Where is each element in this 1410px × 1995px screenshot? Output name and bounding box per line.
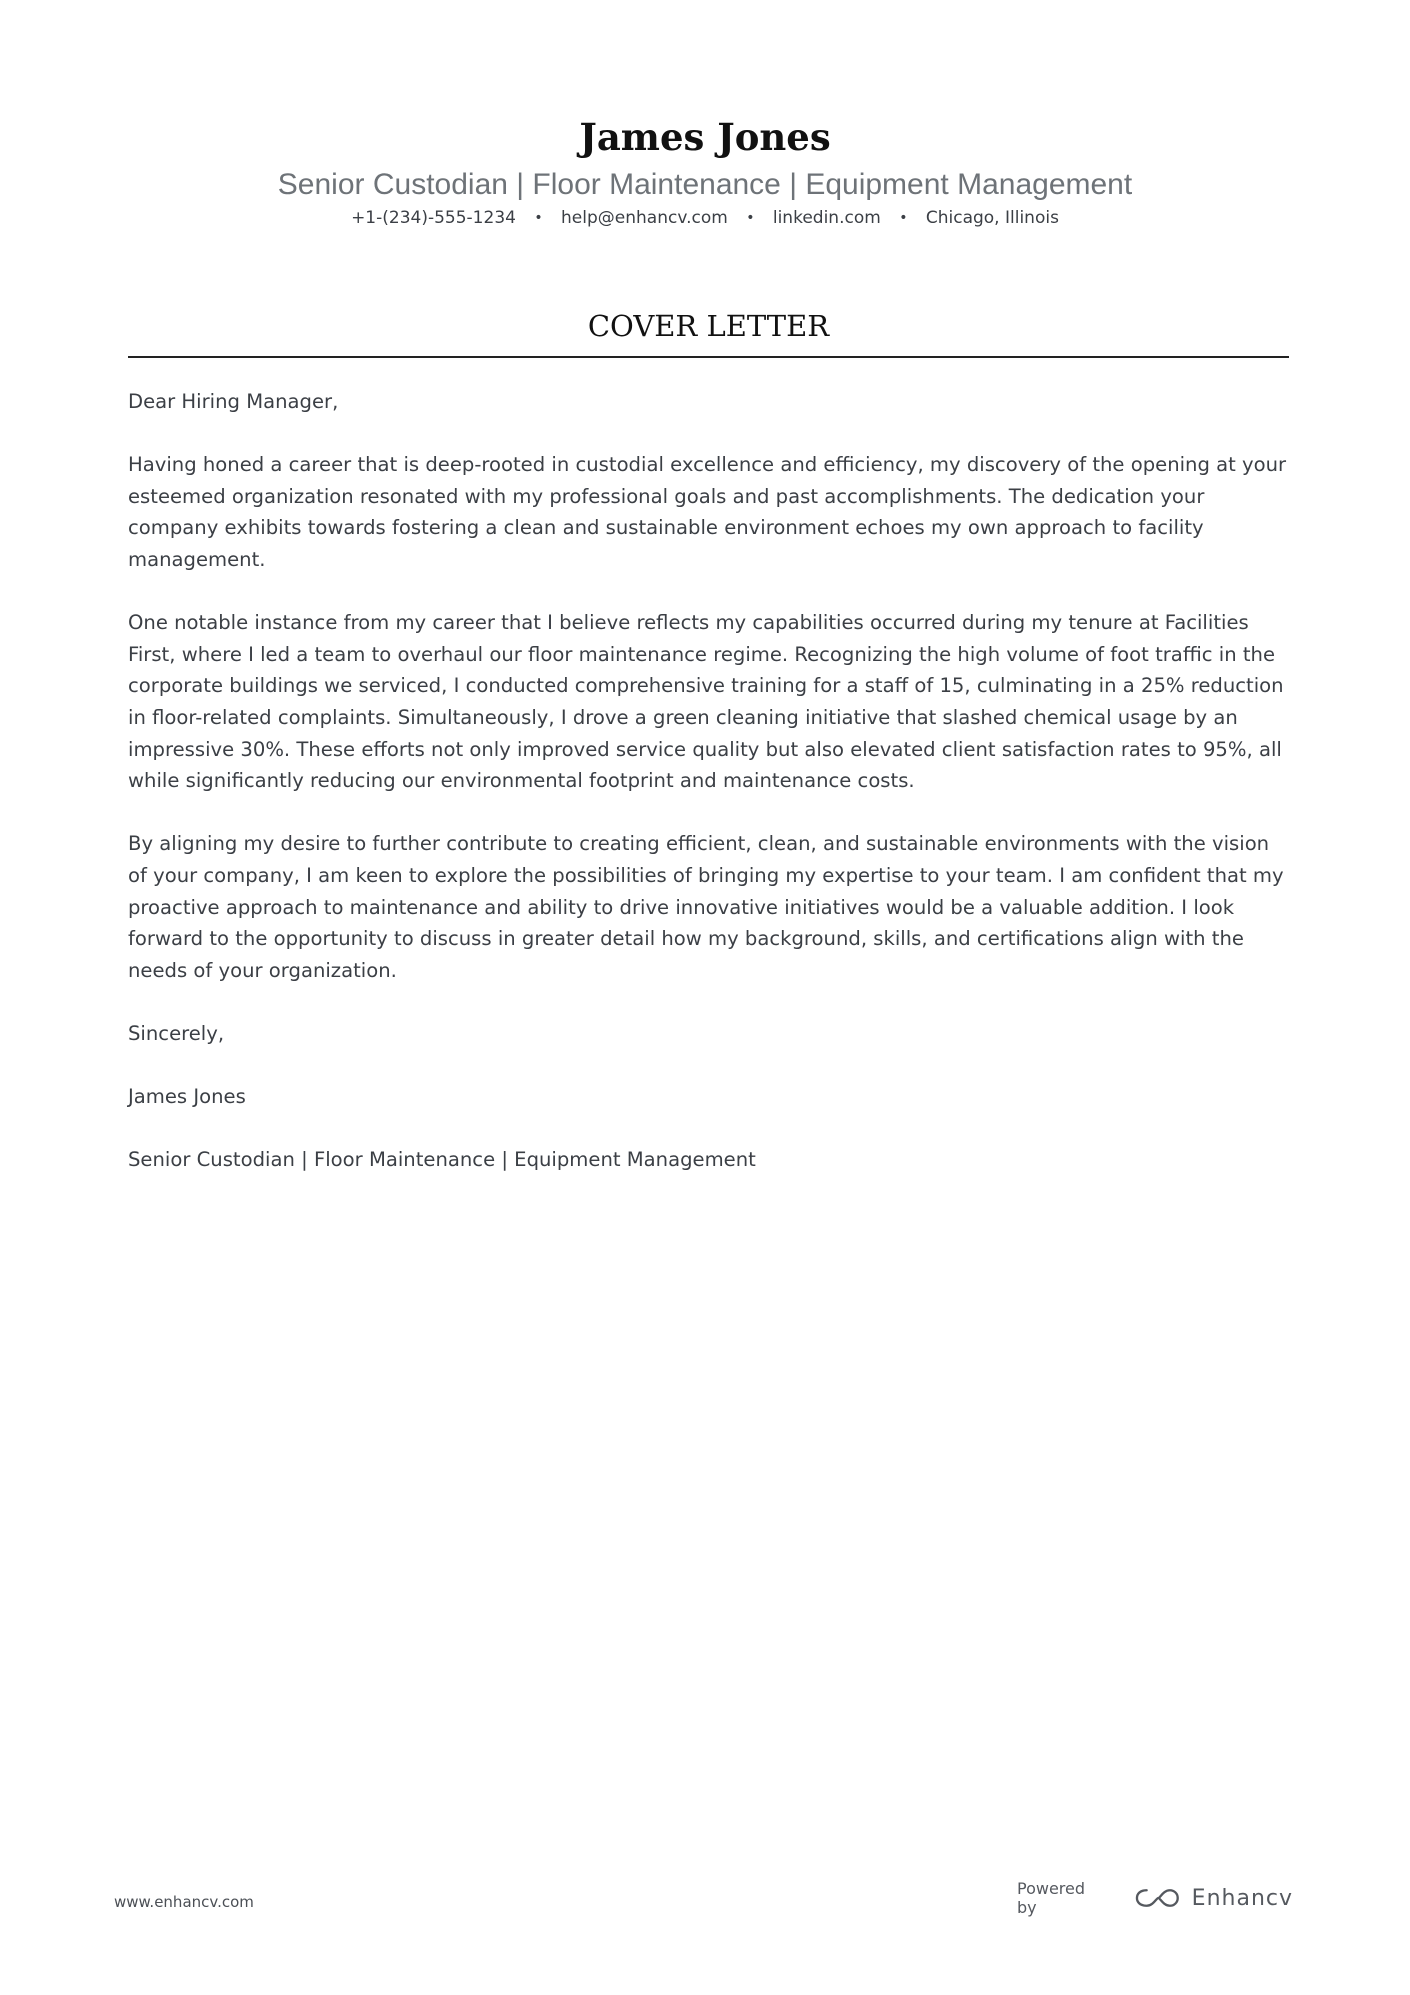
contact-location: Chicago, Illinois [925, 208, 1059, 228]
contact-separator: • [899, 210, 908, 226]
enhancv-logo-icon [1135, 1886, 1180, 1910]
letter-paragraph-3: By aligning my desire to further contribute to creating efficient, clean, and sustainable environments with the vision of your company, I am keen to explore the possibilities of bringing my expertise to your team. I am confident that my proactive approach to maintenance and ability to drive innovative initiatives would be a valuable addition. I look forward to the opportunity to discuss in greater detail how my background, skills, and certifications align with the needs of your organization. [128, 832, 1284, 982]
contact-phone: +1-(234)-555-1234 [351, 208, 516, 228]
footer-branding[interactable] [1017, 1878, 1293, 1918]
section-divider [128, 356, 1289, 358]
letter-signature-name: James Jones [128, 1085, 246, 1109]
enhancv-brand-name: Enhancv [1191, 1885, 1293, 1911]
contact-email[interactable]: help@enhancv.com [561, 208, 728, 228]
footer-website-link[interactable]: www.enhancv.com [114, 1893, 254, 1911]
letter-signature-title: Senior Custodian | Floor Maintenance | Equipment Management [128, 1148, 756, 1172]
letter-paragraph-1: Having honed a career that is deep-rooted in custodial excellence and efficiency, my discovery of the opening at your esteemed organization resonated with my professional goals and past accomplishments. The dedication your company exhibits towards fostering a clean and sustainable environment echoes my own approach to facility management. [128, 453, 1287, 571]
section-title: COVER LETTER [587, 309, 830, 343]
resume-header [0, 112, 1410, 231]
powered-by-label: Powered by [1017, 1879, 1086, 1917]
letter-closing: Sincerely, [128, 1021, 225, 1045]
letter-body [128, 386, 1293, 1207]
letter-salutation: Dear Hiring Manager, [128, 390, 339, 413]
candidate-name: James Jones [579, 115, 831, 159]
candidate-title: Senior Custodian | Floor Maintenance | Equipment Management [277, 168, 1133, 201]
contact-separator: • [534, 210, 543, 226]
contact-line [0, 206, 1410, 231]
contact-separator: • [746, 210, 755, 226]
contact-linkedin[interactable]: linkedin.com [772, 208, 881, 228]
letter-paragraph-2: One notable instance from my career that I believe reflects my capabilities occurred during my tenure at Facilities First, where I led a team to overhaul our floor maintenance regime. Recognizing the high volume of foot traffic in the corporate buildings we serviced, I conducted comprehensive training for a staff of 15, culminating in a 25% reduction in floor-related complaints. Simultaneously, I drove a green cleaning initiative that slashed chemical usage by an impressive 30%. These efforts not only improved service quality but also elevated client satisfaction rates to 95%, all while significantly reducing our environmental footprint and maintenance costs. [128, 611, 1284, 793]
